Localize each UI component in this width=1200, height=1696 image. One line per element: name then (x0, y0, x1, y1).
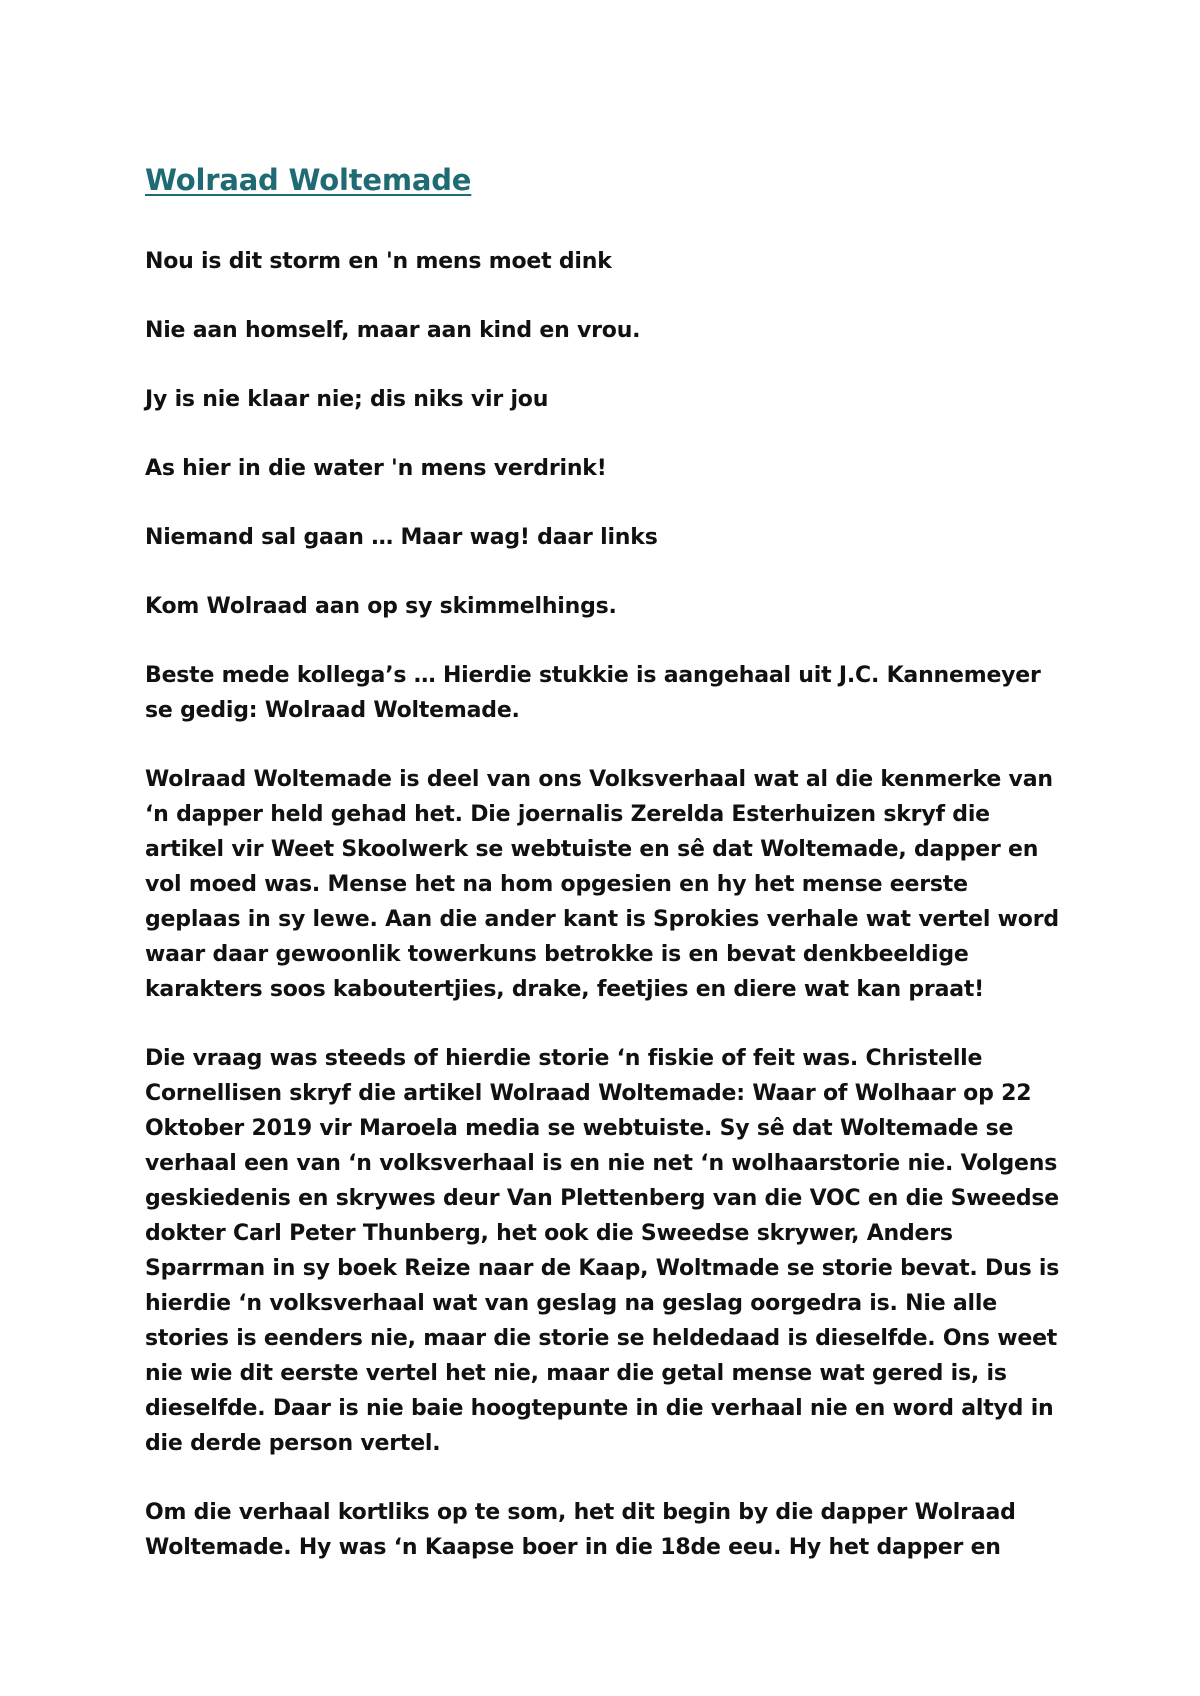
poem-line: Kom Wolraad aan op sy skimmelhings. (145, 594, 617, 619)
document-body (145, 160, 1065, 1565)
poem-line: Nou is dit storm en 'n mens moet dink (145, 249, 612, 274)
paragraph-intro: Beste mede kollega’s … Hierdie stukkie is aangehaal uit J.C. Kannemeyer se gedig: Wolraad Woltemade. (145, 663, 1041, 723)
paragraph-volksverhaal: Wolraad Woltemade is deel van ons Volksverhaal wat al die kenmerke van ‘n dapper held gehad het. Die joernalis Zerelda Esterhuizen skryf die artikel vir Weet Skoolwerk se webtuiste en sê dat Woltemade, dapper en vol moed was. Mense het na hom opgesien en hy het mense eerste geplaas in sy lewe. Aan die ander kant is Sprokies verhale wat vertel word waar daar gewoonlik towerkuns betrokke is en bevat denkbeeldige karakters soos kaboutertjies, drake, feetjies en diere wat kan praat! (145, 767, 1059, 1002)
poem-excerpt (145, 244, 1065, 624)
poem-line: As hier in die water 'n mens verdrink! (145, 456, 607, 481)
poem-line: Jy is nie klaar nie; dis niks vir jou (145, 387, 549, 412)
poem-line: Niemand sal gaan … Maar wag! daar links (145, 525, 658, 550)
document-title: Wolraad Woltemade (145, 163, 472, 197)
poem-line: Nie aan homself, maar aan kind en vrou. (145, 318, 641, 343)
paragraph-opsomming: Om die verhaal kortliks op te som, het dit begin by die dapper Wolraad Woltemade. Hy was ‘n Kaapse boer in die 18de eeu. Hy het dapper en (145, 1500, 1016, 1560)
paragraph-fiksie-of-feit: Die vraag was steeds of hierdie storie ‘n fiskie of feit was. Christelle Cornellisen skryf die artikel Wolraad Woltemade: Waar of Wolhaar op 22 Oktober 2019 vir Maroela media se webtuiste. Sy sê dat Woltemade se verhaal een van ‘n volksverhaal is en nie net ‘n wolhaarstorie nie. Volgens geskiedenis en skrywes deur Van Plettenberg van die VOC en die Sweedse dokter Carl Peter Thunberg, het ook die Sweedse skrywer, Anders Sparrman in sy boek Reize naar de Kaap, Woltmade se storie bevat. Dus is hierdie ‘n volksverhaal wat van geslag na geslag oorgedra is. Nie alle stories is eenders nie, maar die storie se heldedaad is dieselfde. Ons weet nie wie dit eerste vertel het nie, maar die getal mense wat gered is, is dieselfde. Daar is nie baie hoogtepunte in die verhaal nie en word altyd in die derde person vertel. (145, 1046, 1060, 1456)
